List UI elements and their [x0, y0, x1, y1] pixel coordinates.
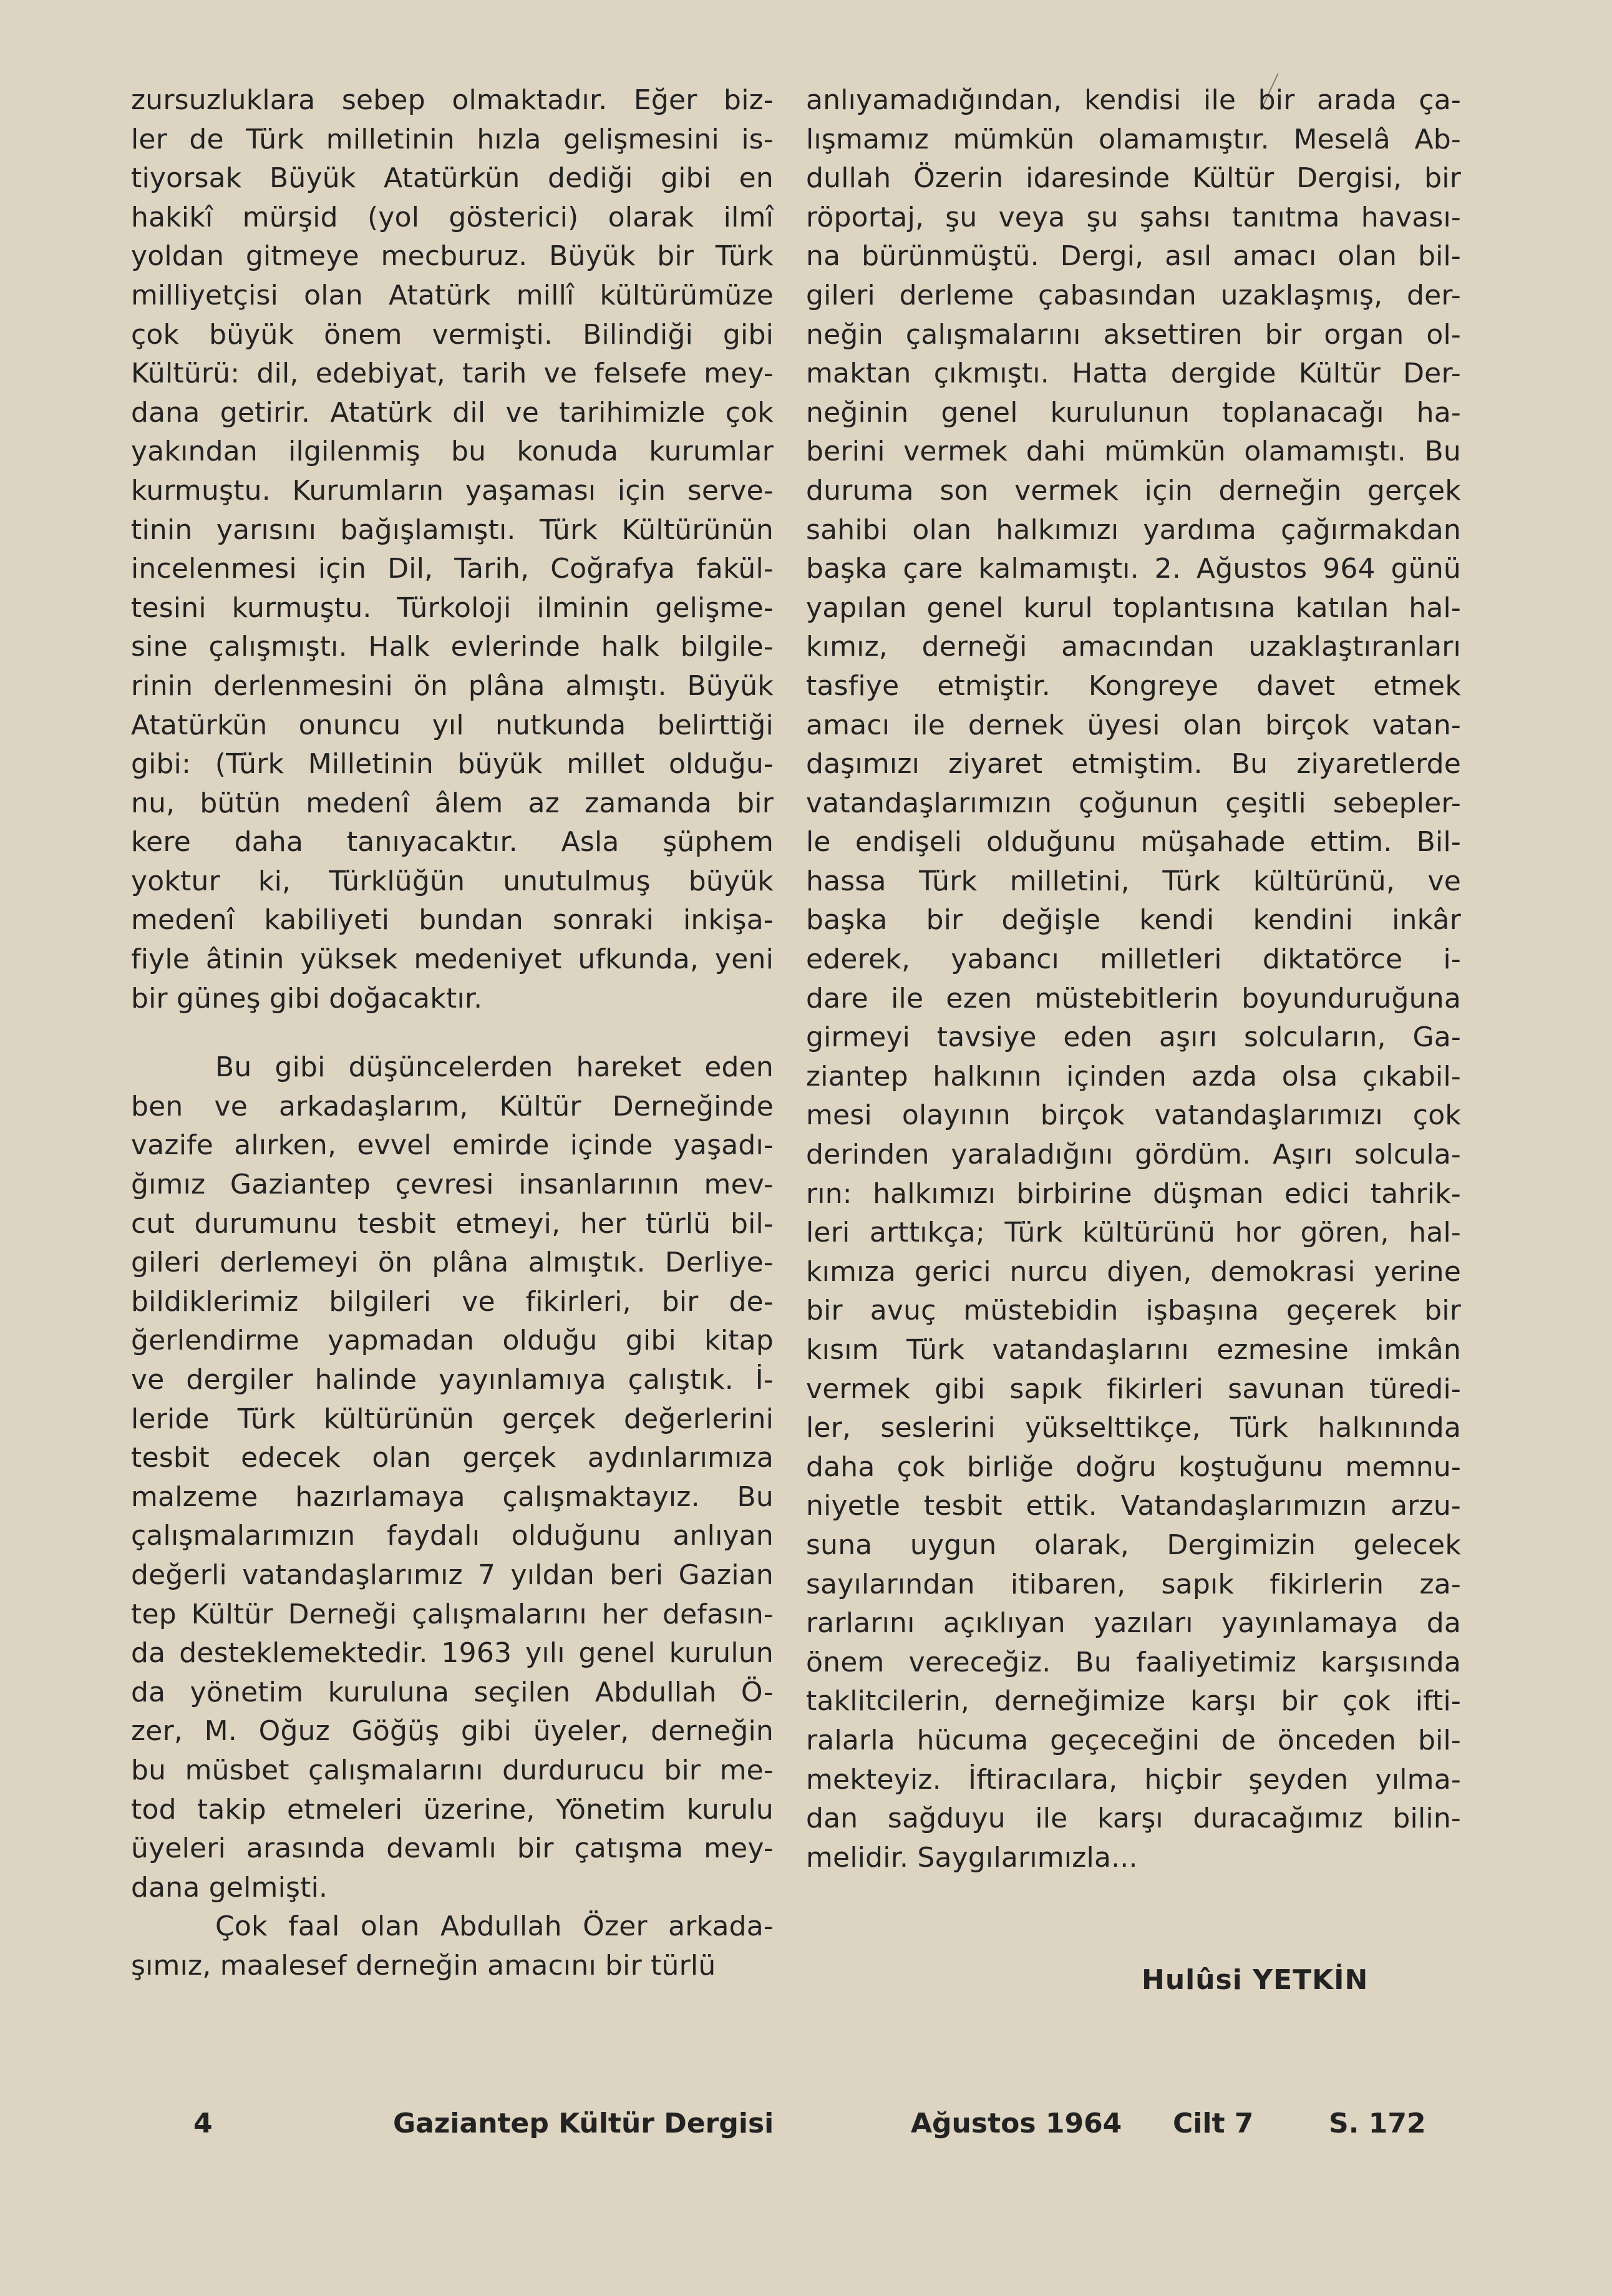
text-line: ralarla hücuma geçeceğini de önceden bil-: [806, 1724, 1461, 1756]
text-line: kere daha tanıyacaktır. Asla şüphem: [131, 826, 774, 859]
text-line: melidir. Saygılarımızla...: [806, 1841, 1138, 1874]
text-line: bildiklerimiz bilgileri ve fikirleri, bir de-: [131, 1285, 774, 1318]
text-line: sahibi olan halkımızı yardıma çağırmakdan: [806, 513, 1461, 546]
text-line: nu, bütün medenî âlem az zamanda bir: [131, 787, 774, 819]
text-line: leri arttıkça; Türk kültürünü hor gören, hal-: [806, 1217, 1461, 1249]
text-line: dan sağduyu ile karşı duracağımız bilin-: [806, 1802, 1461, 1835]
text-line: Bu gibi düşüncelerden hareket eden: [215, 1051, 774, 1084]
text-line: maktan çıkmıştı. Hatta dergide Kültür Der-: [806, 358, 1461, 390]
text-line: daşımızı ziyaret etmiştim. Bu ziyaretlerde: [806, 748, 1461, 781]
text-line: medenî kabiliyeti bundan sonraki inkişa-: [131, 904, 774, 936]
text-line: tesini kurmuştu. Türkoloji ilminin gelişme-: [131, 591, 774, 624]
footer-date: Ağustos 1964: [911, 2108, 1122, 2139]
text-line: yapılan genel kurul toplantısına katılan hal-: [806, 591, 1461, 624]
footer-page-number: 4: [193, 2108, 213, 2139]
text-line: suna uygun olarak, Dergimizin gelecek: [806, 1529, 1461, 1561]
text-line: taklitcilerin, derneğimize karşı bir çok ifti-: [806, 1685, 1461, 1718]
text-line: tasfiye etmiştir. Kongreye davet etmek: [806, 669, 1461, 702]
text-line: milliyetçisi olan Atatürk millî kültürümüze: [131, 279, 774, 311]
text-line: bir güneş gibi doğacaktır.: [131, 982, 483, 1014]
text-line: dare ile ezen müstebitlerin boyunduruğuna: [806, 982, 1461, 1014]
text-line: ler, seslerini yükselttikçe, Türk halkınında: [806, 1412, 1461, 1444]
text-line: na bürünmüştü. Dergi, asıl amacı olan bil-: [806, 240, 1461, 273]
text-line: vatandaşlarımızın çoğunun çeşitli sebepler-: [806, 787, 1461, 819]
text-line: da yönetim kuruluna seçilen Abdullah Ö-: [131, 1676, 774, 1708]
text-line: da desteklemektedir. 1963 yılı genel kurulun: [131, 1637, 774, 1670]
text-line: amacı ile dernek üyesi olan birçok vatan-: [806, 709, 1461, 741]
text-line: dana gelmişti.: [131, 1871, 328, 1904]
text-line: lışmamız mümkün olamamıştır. Meselâ Ab-: [806, 123, 1461, 155]
text-line: malzeme hazırlamaya çalışmaktayız. Bu: [131, 1481, 774, 1513]
text-line: tiyorsak Büyük Atatürkün dediği gibi en: [131, 162, 774, 195]
text-line: le endişeli olduğunu müşahade ettim. Bil-: [806, 826, 1461, 859]
text-line: vazife alırken, evvel emirde içinde yaşadı-: [131, 1129, 774, 1162]
text-line: tod takip etmeleri üzerine, Yönetim kurulu: [131, 1793, 774, 1826]
text-line: ğımız Gaziantep çevresi insanlarının mev-: [131, 1169, 774, 1201]
text-line: zer, M. Oğuz Göğüş gibi üyeler, derneğin: [131, 1715, 774, 1748]
text-line: daha çok birliğe doğru koştuğunu memnu-: [806, 1451, 1461, 1483]
text-line: yoldan gitmeye mecburuz. Büyük bir Türk: [131, 240, 774, 273]
left-text-column: [131, 81, 774, 1986]
text-line: yoktur ki, Türklüğün unutulmuş büyük: [131, 865, 774, 897]
text-line: hakikî mürşid (yol gösterici) olarak ilmî: [131, 201, 774, 233]
text-line: vermek gibi sapık fikirleri savunan türedi-: [806, 1373, 1461, 1405]
text-line: ziantep halkının içinden azda olsa çıkabil-: [806, 1060, 1461, 1092]
text-line: bu müsbet çalışmalarını durdurucu bir me-: [131, 1754, 774, 1786]
text-line: girmeyi tavsiye eden aşırı solcuların, Ga-: [806, 1021, 1461, 1054]
author-signature: Hulûsi YETKİN: [1142, 1964, 1369, 1996]
text-line: önem vereceğiz. Bu faaliyetimiz karşısında: [806, 1646, 1461, 1678]
paragraph-gap: [131, 1018, 774, 1048]
text-line: çok büyük önem vermişti. Bilindiği gibi: [131, 318, 774, 351]
text-line: berini vermek dahi mümkün olamamıştı. Bu: [806, 435, 1461, 468]
text-line: gileri derleme çabasından uzaklaşmış, der-: [806, 279, 1461, 311]
text-line: başka çare kalmamıştı. 2. Ağustos 964 günü: [806, 553, 1461, 585]
text-line: fiyle âtinin yüksek medeniyet ufkunda, yeni: [131, 943, 774, 976]
text-line: derinden yaraladığını gördüm. Aşırı solcula-: [806, 1139, 1461, 1171]
text-line: rın: halkımızı birbirine düşman edici tahrik-: [806, 1177, 1461, 1210]
text-line: gibi: (Türk Milletinin büyük millet olduğu-: [131, 748, 774, 781]
text-line: rinin derlenmesini ön plâna almıştı. Büyük: [131, 669, 774, 702]
text-line: ben ve arkadaşlarım, Kültür Derneğinde: [131, 1090, 774, 1122]
text-line: zursuzluklara sebep olmaktadır. Eğer biz-: [131, 84, 774, 116]
text-line: kımız, derneği amacından uzaklaştıranları: [806, 631, 1461, 663]
text-line: başka bir değişle kendi kendini inkâr: [806, 904, 1461, 936]
text-line: ğerlendirme yapmadan olduğu gibi kitap: [131, 1325, 774, 1357]
text-line: anlıyamadığından, kendisi ile bir arada ça-: [806, 84, 1461, 116]
text-line: mesi olayının birçok vatandaşlarımızı çok: [806, 1099, 1461, 1132]
footer-issue: S. 172: [1329, 2108, 1426, 2139]
text-line: Atatürkün onuncu yıl nutkunda belirttiği: [131, 709, 774, 741]
text-line: bir avuç müstebidin işbaşına geçerek bir: [806, 1295, 1461, 1327]
text-line: kımıza gerici nurcu diyen, demokrasi yerine: [806, 1255, 1461, 1288]
text-line: sayılarından itibaren, sapık fikirlerin za-: [806, 1568, 1461, 1600]
text-line: duruma son vermek için derneğin gerçek: [806, 474, 1461, 507]
text-line: üyeleri arasında devamlı bir çatışma mey-: [131, 1832, 774, 1865]
text-line: incelenmesi için Dil, Tarih, Coğrafya fakül-: [131, 553, 774, 585]
text-line: mekteyiz. İftiracılara, hiçbir şeyden yılma-: [806, 1763, 1461, 1796]
text-line: kısım Türk vatandaşlarını ezmesine imkân: [806, 1334, 1461, 1366]
text-line: rarlarını açıklıyan yazıları yayınlamaya da: [806, 1607, 1461, 1640]
text-line: tep Kültür Derneği çalışmalarını her defasın-: [131, 1598, 774, 1630]
text-line: şımız, maalesef derneğin amacını bir türlü: [131, 1949, 716, 1982]
text-line: Çok faal olan Abdullah Özer arkada-: [215, 1910, 774, 1943]
text-line: sine çalışmıştı. Halk evlerinde halk bilgile-: [131, 631, 774, 663]
text-line: kurmuştu. Kurumların yaşaması için serve-: [131, 474, 774, 507]
right-text-column: [806, 81, 1461, 1877]
text-line: yakından ilgilenmiş bu konuda kurumlar: [131, 435, 774, 468]
footer-volume: Cilt 7: [1173, 2108, 1254, 2139]
text-line: gileri derlemeyi ön plâna almıştık. Derliye-: [131, 1247, 774, 1279]
text-line: neğinin genel kurulunun toplanacağı ha-: [806, 396, 1461, 429]
footer-journal-title: Gaziantep Kültür Dergisi: [393, 2108, 774, 2139]
text-line: hassa Türk milletini, Türk kültürünü, ve: [806, 865, 1461, 897]
text-line: çalışmalarımızın faydalı olduğunu anlıyan: [131, 1520, 774, 1552]
text-line: ler de Türk milletinin hızla gelişmesini is-: [131, 123, 774, 155]
text-line: dullah Özerin idaresinde Kültür Dergisi, bir: [806, 162, 1461, 195]
text-line: neğin çalışmalarını aksettiren bir organ ol-: [806, 318, 1461, 351]
text-line: dana getirir. Atatürk dil ve tarihimizle çok: [131, 396, 774, 429]
text-line: Kültürü: dil, edebiyat, tarih ve felsefe mey-: [131, 358, 774, 390]
text-line: leride Türk kültürünün gerçek değerlerini: [131, 1403, 774, 1435]
text-line: ve dergiler halinde yayınlamıya çalıştık. İ-: [131, 1364, 774, 1396]
text-line: tesbit edecek olan gerçek aydınlarımıza: [131, 1442, 774, 1474]
text-line: ederek, yabancı milletleri diktatörce i-: [806, 943, 1461, 976]
text-line: röportaj, şu veya şu şahsı tanıtma havası-: [806, 201, 1461, 233]
text-line: değerli vatandaşlarımız 7 yıldan beri Gazian: [131, 1559, 774, 1591]
text-line: cut durumunu tesbit etmeyi, her türlü bil-: [131, 1207, 774, 1240]
text-line: niyetle tesbit ettik. Vatandaşlarımızın arzu-: [806, 1490, 1461, 1522]
text-line: tinin yarısını bağışlamıştı. Türk Kültürünün: [131, 513, 774, 546]
